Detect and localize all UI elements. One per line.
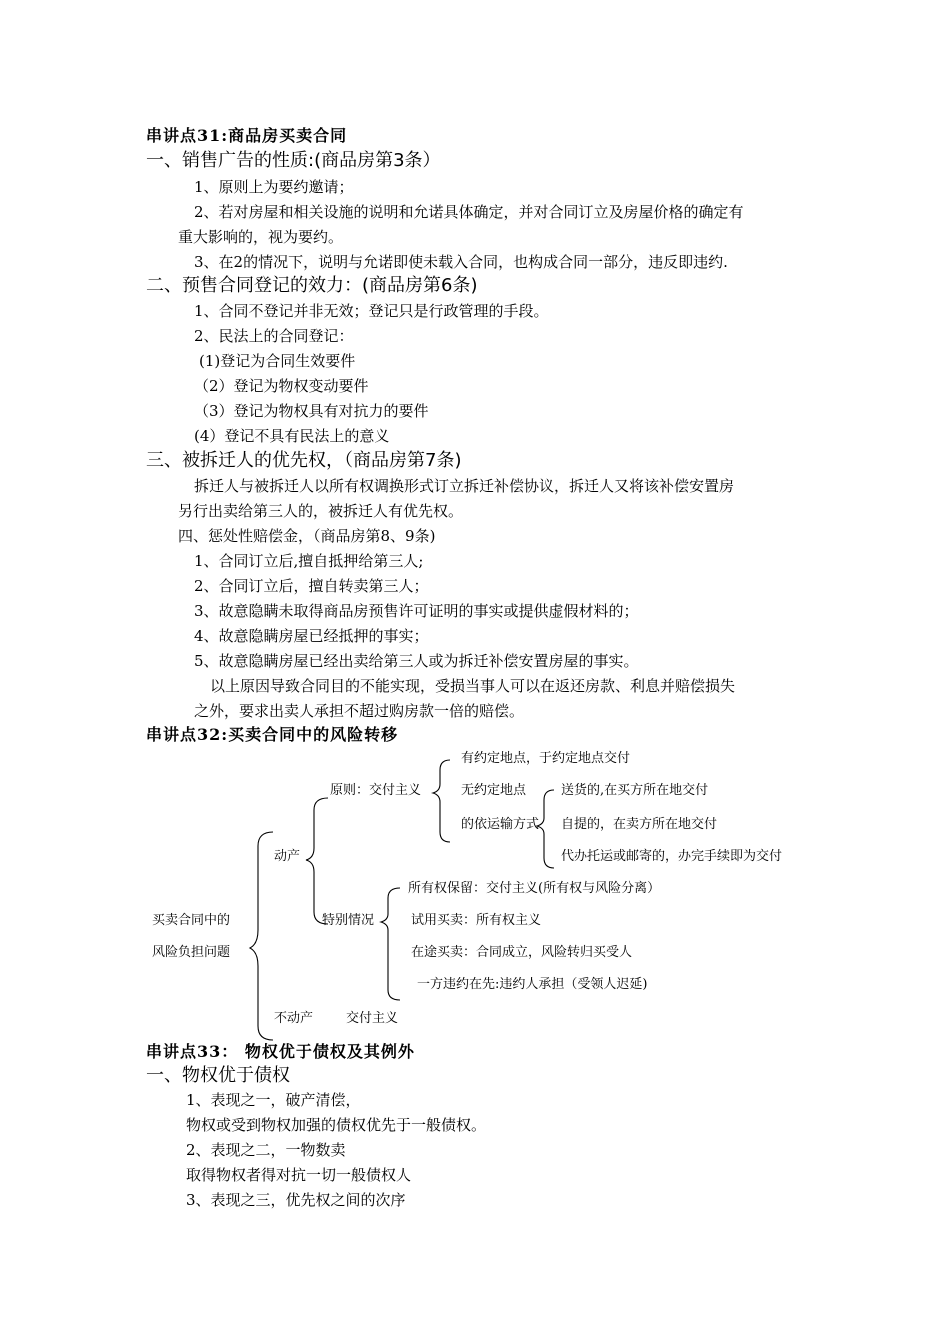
paragraph: 之外，要求出卖人承担不超过购房款一倍的赔偿。 xyxy=(194,702,525,720)
brace-root xyxy=(250,832,273,1040)
diagram-node-immovable-rule: 交付主义 xyxy=(346,1011,399,1026)
brace-delivery xyxy=(537,790,554,868)
paragraph: 1、原则上为要约邀请； xyxy=(194,178,354,196)
paragraph: 2、若对房屋和相关设施的说明和允诺具体确定，并对合同订立及房屋价格的确定有 xyxy=(194,203,744,221)
paragraph: 另行出卖给第三人的，被拆迁人有优先权。 xyxy=(178,502,464,520)
brace-movable xyxy=(306,798,328,924)
diagram-leaf: 试用买卖：所有权主义 xyxy=(411,913,542,928)
paragraph: 物权或受到物权加强的债权优先于一般债权。 xyxy=(186,1116,487,1134)
list-item: 4、故意隐瞒房屋已经抵押的事实； xyxy=(194,627,429,645)
diagram-node-special: 特别情况 xyxy=(322,913,375,928)
diagram-node-transport: 的依运输方式 xyxy=(461,817,540,832)
paragraph: 3、在2的情况下，说明与允诺即使未载入合同，也构成合同一部分，违反即违约. xyxy=(194,253,728,271)
heading-punitive-damages: 四、惩处性赔偿金，（商品房第8、9条) xyxy=(178,527,436,545)
paragraph: 重大影响的，视为要约。 xyxy=(178,228,344,246)
diagram-leaf: 一方违约在先:违约人承担（受领人迟延) xyxy=(417,977,648,992)
list-item: 3、表现之三，优先权之间的次序 xyxy=(186,1191,406,1209)
list-item: 5、故意隐瞒房屋已经出卖给第三人或为拆迁补偿安置房屋的事实。 xyxy=(194,652,639,670)
paragraph: 以上原因导致合同目的不能实现，受损当事人可以在返还房款、利息并赔偿损失 xyxy=(210,677,736,695)
list-item: 1、合同订立后,擅自抵押给第三人; xyxy=(194,552,424,570)
diagram-root-label: 风险负担问题 xyxy=(152,945,231,960)
list-item: (1)登记为合同生效要件 xyxy=(199,352,356,370)
diagram-node-immovable: 不动产 xyxy=(274,1011,314,1026)
list-item: (4）登记不具有民法上的意义 xyxy=(194,427,390,445)
heading-advertising: 一、销售广告的性质:(商品房第3条） xyxy=(146,150,441,171)
list-item: 2、表现之二，一物数卖 xyxy=(186,1141,346,1159)
heading-presale-registration: 二、预售合同登记的效力：(商品房第6条) xyxy=(146,275,478,296)
list-item: 3、故意隐瞒未取得商品房预售许可证明的事实或提供虚假材料的； xyxy=(194,602,639,620)
section-31-title: 串讲点31:商品房买卖合同 xyxy=(146,126,348,145)
brace-principle xyxy=(433,760,450,842)
heading-real-over-creditor: 一、物权优于债权 xyxy=(146,1065,290,1086)
diagram-leaf: 自提的，在卖方所在地交付 xyxy=(561,817,718,832)
list-item: （3）登记为物权具有对抗力的要件 xyxy=(194,402,429,420)
diagram-node-movable: 动产 xyxy=(274,849,301,864)
paragraph: 拆迁人与被拆迁人以所有权调换形式订立拆迁补偿协议，拆迁人又将该补偿安置房 xyxy=(194,477,735,495)
section-32-title: 串讲点32:买卖合同中的风险转移 xyxy=(146,725,399,744)
section-33-title: 串讲点33： 物权优于债权及其例外 xyxy=(146,1042,415,1061)
paragraph: 1、合同不登记并非无效；登记只是行政管理的手段。 xyxy=(194,302,549,320)
list-item: 2、合同订立后，擅自转卖第三人； xyxy=(194,577,429,595)
brace-special xyxy=(381,888,400,1000)
diagram-leaf: 代办托运或邮寄的，办完手续即为交付 xyxy=(561,849,783,864)
diagram-leaf: 送货的,在买方所在地交付 xyxy=(561,783,709,798)
diagram-leaf: 在途买卖：合同成立，风险转归买受人 xyxy=(411,945,633,960)
paragraph: 2、民法上的合同登记： xyxy=(194,327,354,345)
diagram-node-agreed: 有约定地点，于约定地点交付 xyxy=(461,751,631,766)
diagram-node-not-agreed: 无约定地点 xyxy=(461,783,527,798)
diagram-node-principle: 原则：交付主义 xyxy=(330,783,422,798)
paragraph: 取得物权者得对抗一切一般债权人 xyxy=(186,1166,412,1184)
list-item: 1、表现之一，破产清偿， xyxy=(186,1091,361,1109)
heading-relocatee-priority: 三、被拆迁人的优先权，（商品房第7条) xyxy=(146,450,462,471)
diagram-leaf: 所有权保留：交付主义(所有权与风险分离） xyxy=(408,881,661,896)
list-item: （2）登记为物权变动要件 xyxy=(194,377,369,395)
diagram-root-label: 买卖合同中的 xyxy=(152,913,231,928)
